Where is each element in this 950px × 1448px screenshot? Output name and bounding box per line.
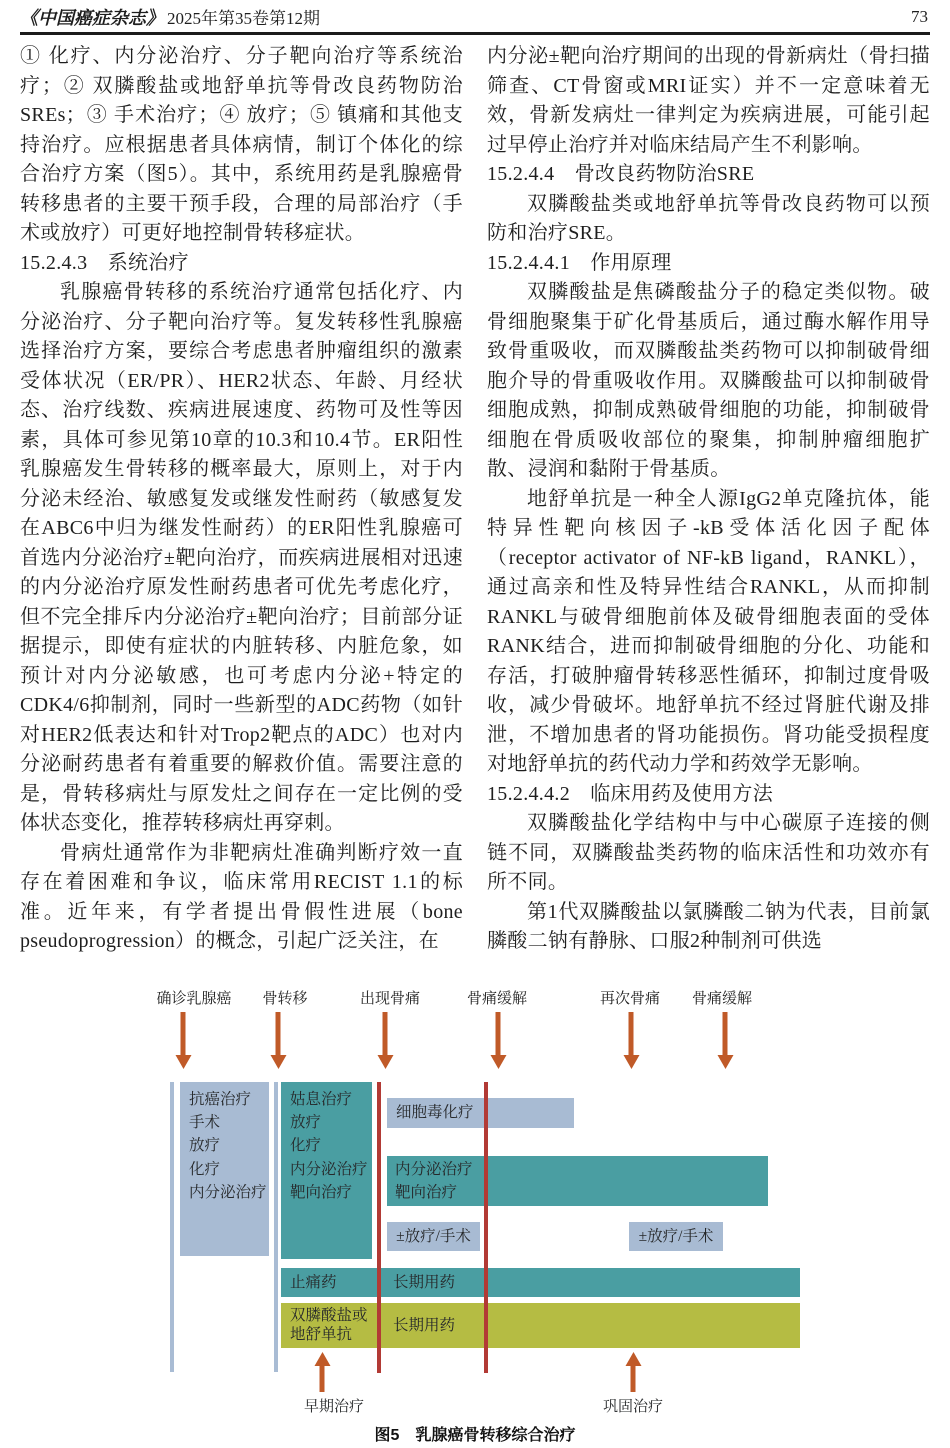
section-heading: 15.2.4.4 骨改良药物防治SRE [487, 163, 755, 185]
paragraph: 第1代双膦酸盐以氯膦酸二钠为代表，目前氯膦酸二钠有静脉、口服2种制剂可供选 [487, 900, 930, 952]
paragraph: 乳腺癌骨转移的系统治疗通常包括化疗、内分泌治疗、分子靶向治疗等。复发转移性乳腺癌选择治疗方案，要综合考虑患者肿瘤组织的激素受体状况（ER/PR）、HER2状态、年龄、月经状态、治疗线数、疾病进展速度、药物可及性等因素，具体可参见第10章的10.3和10.4节。ER阳性乳腺癌发生骨转移的概率最大，原则上，对于内分泌未经治、敏感复发或继发性耐药（敏感复发在ABC6中归为继发性耐药）的ER阳性乳腺癌可首选内分泌治疗±靶向治疗，而疾病进展相对迅速的内分泌治疗原发性耐药患者可优先考虑化疗，但不完全排斥内分泌治疗±靶向治疗；目前部分证据提示，即使有症状的内脏转移、内脏危象，如预计对内分泌敏感，也可考虑内分泌+特定的CDK4/6抑制剂，同时一些新型的ADC药物（如针对HER2低表达和针对Trop2靶点的ADC）也对内分泌耐药患者有着重要的解救价值。需要注意的是，骨转移病灶与原发灶之间存在一定比例的受体状态变化，推荐转移病灶再穿刺。 [20, 281, 463, 834]
timeline-event-label: 骨转移 [262, 991, 308, 1007]
journal-issue: 2025年第35卷第12期 [167, 9, 320, 28]
journal-name: 《中国癌症杂志》 [20, 8, 164, 28]
palliative-treatment-box: 姑息治疗 放疗 化疗 内分泌治疗 靶向治疗 [281, 1082, 372, 1259]
timeline-event-label: 骨痛缓解 [466, 991, 528, 1007]
down-arrow-icon [276, 1012, 281, 1055]
page-number: 73 [911, 7, 928, 26]
consolidation-treatment-label: 巩固治疗 [602, 1399, 664, 1415]
pain-relief-marker-line [484, 1082, 488, 1373]
section-heading: 15.2.4.4.1 作用原理 [487, 251, 672, 274]
paragraph: 双膦酸盐是焦磷酸盐分子的稳定类似物。破骨细胞聚集于矿化骨基质后，通过酶水解作用导致骨重吸收，而双膦酸盐类药物可以抑制破骨细胞介导的骨重吸收作用。双膦酸盐可以抑制破骨细胞成熟，抑制成熟破骨细胞的功能，抑制破骨细胞在骨质吸收部位的聚集，抑制肿瘤细胞扩散、浸润和黏附于骨基质。 [487, 281, 930, 480]
down-arrow-icon [383, 1012, 388, 1055]
down-arrow-icon [181, 1012, 186, 1055]
timeline-divider-line [274, 1082, 278, 1372]
bone-agent-label: 双膦酸盐或 地舒单抗 [290, 1307, 368, 1343]
figure-caption: 图5 乳腺癌骨转移综合治疗 [374, 1427, 576, 1444]
section-heading: 15.2.4.3 系统治疗 [20, 251, 189, 274]
paragraph: 双膦酸盐类或地舒单抗等骨改良药物可以预防和治疗SRE。 [487, 192, 930, 244]
down-arrow-icon [496, 1012, 501, 1055]
journal-title [20, 8, 320, 28]
bone-agent-bar: 双膦酸盐或 地舒单抗 长期用药 [281, 1303, 800, 1348]
paragraph: 双膦酸盐化学结构中与中心碳原子连接的侧链不同，双膦酸盐类药物的临床活性和功效亦有所不同。 [487, 812, 930, 893]
paragraph: 地舒单抗是一种全人源IgG2单克隆抗体，能特异性靶向核因子-kB受体活化因子配体（receptor activator of NF-kB ligand，RANKL），通过高亲和性及特异性结合RANKL，从而抑制RANKL与破骨细胞前体及破骨细胞表面的受体RANK结合，进而抑制破骨细胞的分化、功能和存活，打破肿瘤骨转移恶性循环，抑制过度骨吸收，减少骨破坏。地舒单抗不经过肾脏代谢及排泄，不增加患者的肾功能损伤。肾功能受损程度对地舒单抗的药代动力学和药效学无影响。 [487, 487, 930, 775]
down-arrow-icon [629, 1012, 634, 1055]
figure-5 [0, 985, 950, 1448]
timeline-event-label: 再次骨痛 [599, 991, 661, 1007]
cytotoxic-chemo-bar: 细胞毒化疗 [387, 1098, 574, 1128]
up-arrow-icon [631, 1366, 636, 1392]
timeline-divider-line [170, 1082, 174, 1372]
paragraph: 骨病灶通常作为非靶病灶准确判断疗效一直存在着困难和争议，临床常用RECIST 1.1的标准。近年来，有学者提出骨假性进展（bone pseudoprogression）的概念，引起广泛关注，在 [20, 841, 463, 952]
bone-pain-marker-line [377, 1082, 381, 1373]
up-arrow-icon [320, 1366, 325, 1392]
down-arrow-icon [723, 1012, 728, 1055]
analgesic-bar: 止痛药 长期用药 [281, 1268, 800, 1297]
timeline-event-label: 骨痛缓解 [691, 991, 753, 1007]
radiotherapy-surgery-box-1: ±放疗/手术 [387, 1222, 480, 1251]
anticancer-treatment-box: 抗癌治疗 手术 放疗 化疗 内分泌治疗 [180, 1082, 269, 1256]
left-column [20, 42, 463, 974]
paragraph: ① 化疗、内分泌治疗、分子靶向治疗等系统治疗；② 双膦酸盐或地舒单抗等骨改良药物防治SREs；③ 手术治疗；④ 放疗；⑤ 镇痛和其他支持治疗。应根据患者具体病情，制订个体化的综合治疗方案（图5）。其中，系统用药是乳腺癌骨转移患者的主要干预手段，合理的局部治疗（手术或放疗）可更好地控制骨转移症状。 [20, 45, 463, 244]
timeline-event-label: 出现骨痛 [359, 991, 421, 1007]
radiotherapy-surgery-box-2: ±放疗/手术 [629, 1222, 723, 1251]
early-treatment-label: 早期治疗 [303, 1399, 365, 1415]
section-heading: 15.2.4.4.2 临床用药及使用方法 [487, 782, 773, 805]
right-column [487, 42, 930, 974]
timeline-event-label: 确诊乳腺癌 [156, 991, 232, 1007]
endocrine-targeted-bar: 内分泌治疗 靶向治疗 [387, 1156, 768, 1206]
paragraph: 内分泌±靶向治疗期间的出现的骨新病灶（骨扫描筛查、CT骨窗或MRI证实）并不一定意味着无效，骨新发病灶一律判定为疾病进展，可能引起过早停止治疗并对临床结局产生不利影响。 [487, 45, 930, 156]
page-header [20, 4, 930, 35]
